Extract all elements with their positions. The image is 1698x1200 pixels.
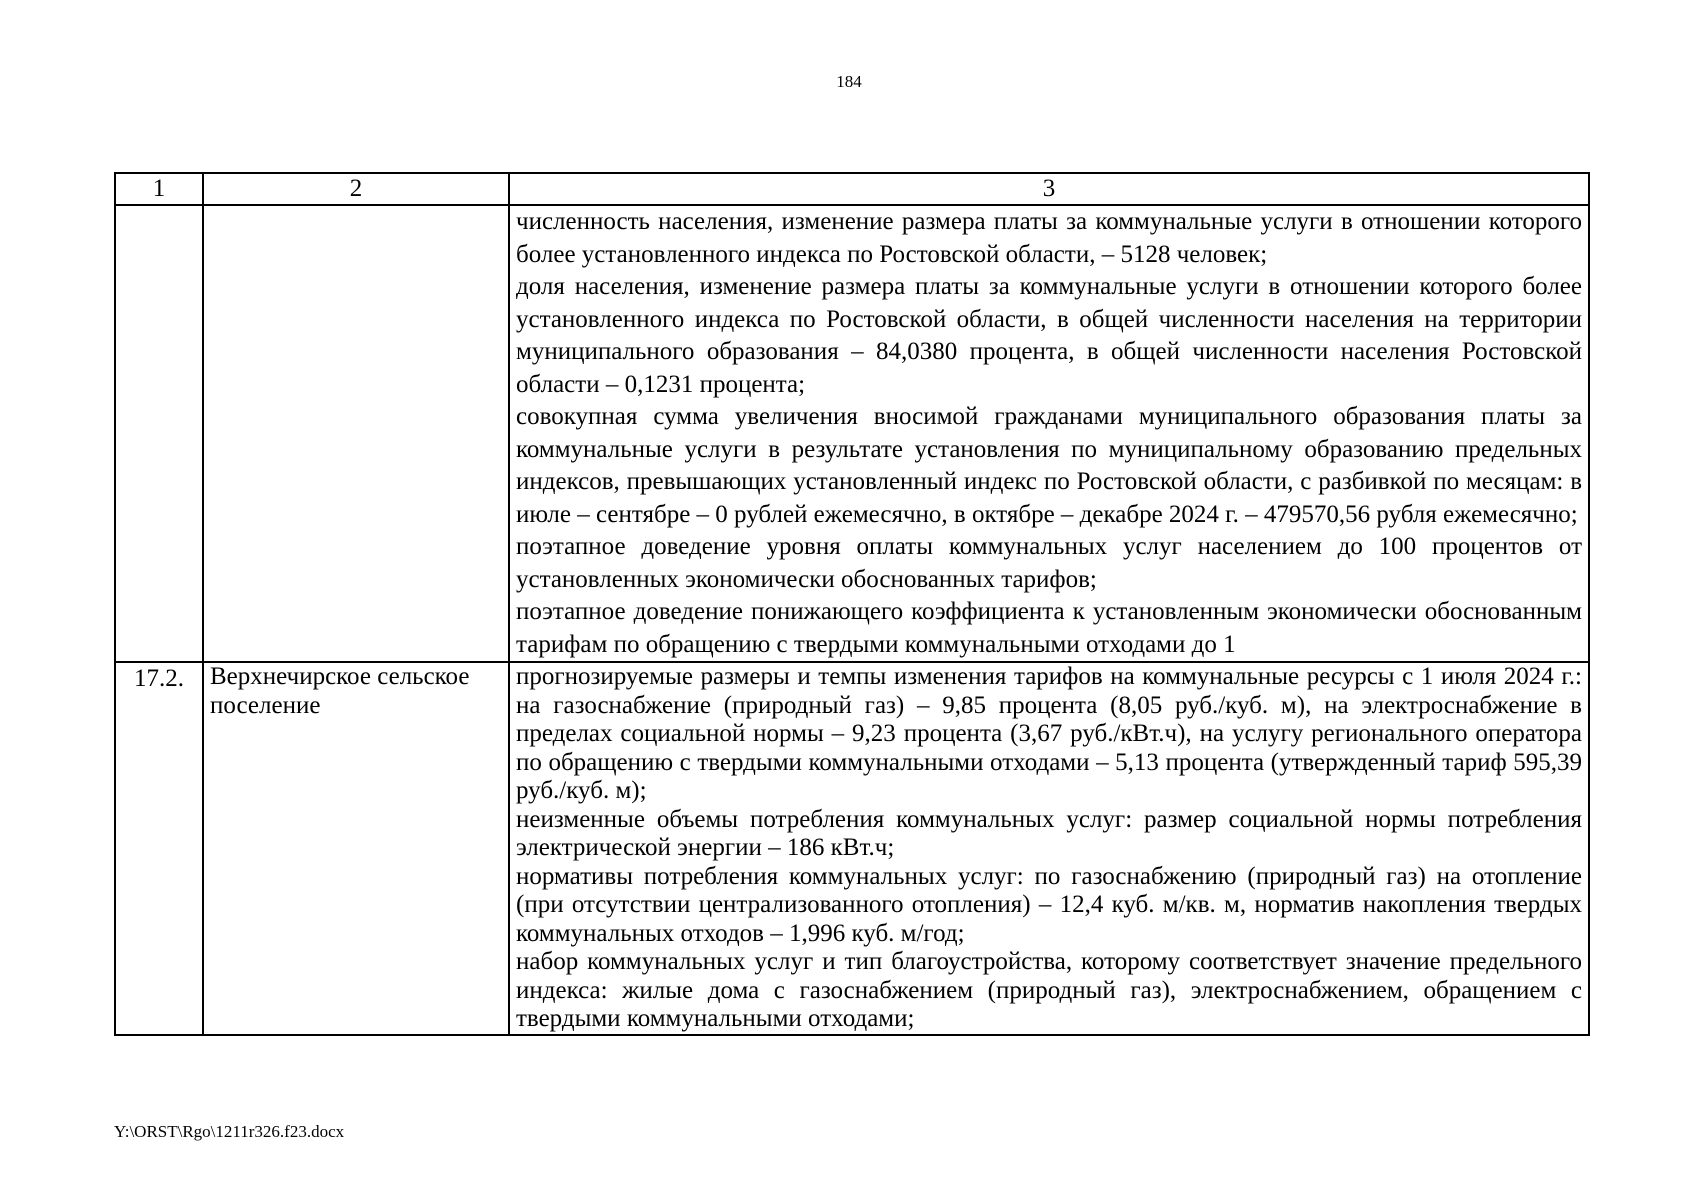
page-number: 184	[836, 72, 862, 91]
row-number-cell	[115, 205, 203, 662]
data-table	[114, 172, 1590, 1036]
description-paragraph: прогнозируемые размеры и темпы изменения тарифов на коммунальные ресурсы с 1 июля 2024 г.: на газоснабжение (природный газ) – 9,85 процента (8,05 руб./куб. м), на электроснабжение в пределах социальной нормы – 9,23 процента (3,67 руб./кВт.ч), на услугу регионального оператора по обращению с твердыми коммунальными отходами – 5,13 процента (утвержденный тариф 595,39 руб./куб. м);	[516, 663, 1582, 804]
description-paragraph: численность населения, изменение размера платы за коммунальные услуги в отношении которого более установленного индекса по Ростовской области, – 5128 человек;	[516, 208, 1582, 268]
footer-file-path: Y:\ORST\Rgo\1211r326.f23.docx	[114, 1122, 345, 1141]
column-header-3: 3	[509, 173, 1589, 205]
description-paragraph: неизменные объемы потребления коммунальных услуг: размер социальной нормы потребления электрической энергии – 186 кВт.ч;	[516, 805, 1582, 861]
description-paragraph: совокупная сумма увеличения вносимой гражданами муниципального образования платы за коммунальные услуги в результате установления по муниципальному образованию предельных индексов, превышающих установленный индекс по Ростовской области, с разбивкой по месяцам: в июле – сентябре – 0 рублей ежемесячно, в октябре – декабре 2024 г. – 479570,56 рубля ежемесячно;	[516, 403, 1582, 528]
description-paragraph: набор коммунальных услуг и тип благоустройства, которому соответствует значение предельного индекса: жилые дома с газоснабжением (природный газ), электроснабжением, обращением с твердыми коммунальными отходами;	[516, 948, 1582, 1032]
description-cell	[509, 662, 1589, 1035]
column-header-2: 2	[203, 173, 509, 205]
column-header-1: 1	[115, 173, 203, 205]
description-paragraph: доля населения, изменение размера платы за коммунальные услуги в отношении которого более установленного индекса по Ростовской области, в общей численности населения на территории муниципального образования – 84,0380 процента, в общей численности населения Ростовской области – 0,1231 процента;	[516, 273, 1582, 398]
table-header-row	[115, 173, 1589, 205]
description-paragraph: нормативы потребления коммунальных услуг: по газоснабжению (природный газ) на отопление (при отсутствии централизованного отопления) – 12,4 куб. м/кв. м, норматив накопления твердых коммунальных отходов – 1,996 куб. м/год;	[516, 862, 1582, 947]
description-paragraph: поэтапное доведение понижающего коэффициента к установленным экономически обоснованным тарифам по обращению с твердыми коммунальными отходами до 1	[516, 598, 1582, 658]
row-number-cell: 17.2.	[115, 662, 203, 1035]
table-row	[115, 662, 1589, 1035]
table-row	[115, 205, 1589, 662]
settlement-name-cell: Верхнечирское сельское поселение	[203, 662, 509, 1035]
description-cell	[509, 205, 1589, 662]
description-paragraph: поэтапное доведение уровня оплаты коммунальных услуг населением до 100 процентов от установленных экономически обоснованных тарифов;	[516, 533, 1582, 593]
settlement-name-cell	[203, 205, 509, 662]
